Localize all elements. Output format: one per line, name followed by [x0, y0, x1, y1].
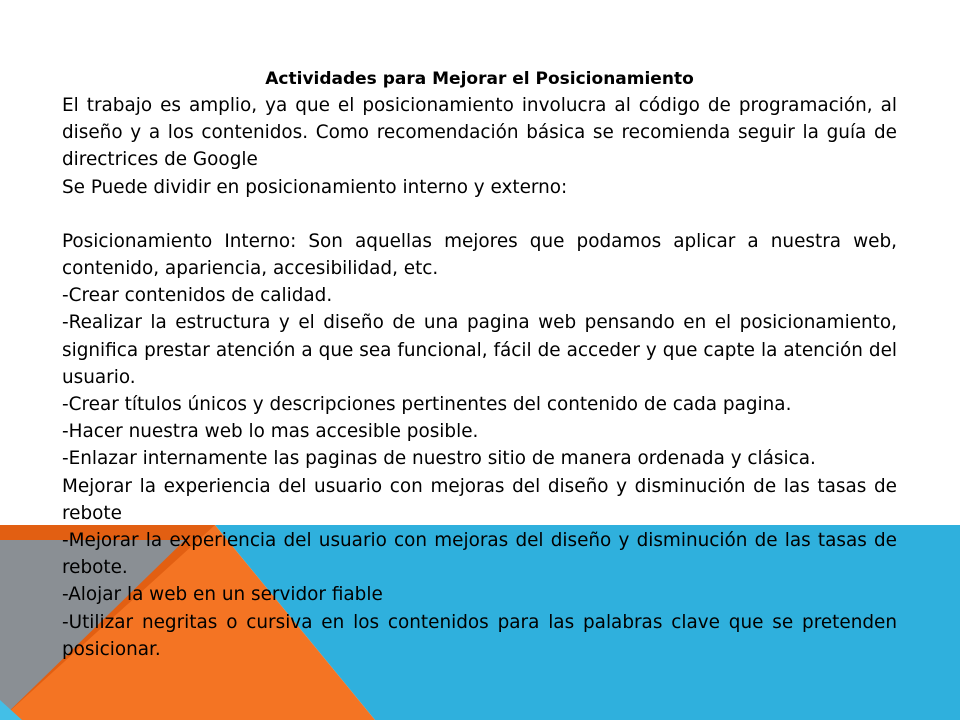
- keyword-formatting-item: -Utilizar negritas o cursiva en los contenidos para las palabras clave que se pretenden posicionar.: [62, 611, 897, 660]
- structure-design-item: -Realizar la estructura y el diseño de una pagina web pensando en el posicionamiento, significa prestar atención a que sea funcional, fácil de acceder y que capte la atención del usuario.: [62, 312, 897, 388]
- user-experience-item: Mejorar la experiencia del usuario con mejoras del diseño y disminución de las tasas de rebote: [62, 475, 897, 524]
- intro-paragraph: El trabajo es amplio, ya que el posicionamiento involucra al código de programación, al diseño y a los contenidos. Como recomendación básica se recomienda seguir la guía de directrices de Google: [62, 95, 897, 171]
- user-experience-repeat-item: -Mejorar la experiencia del usuario con mejoras del diseño y disminución de las tasas de rebote.: [62, 530, 897, 579]
- unique-titles-item: -Crear títulos únicos y descripciones pertinentes del contenido de cada pagina.: [62, 394, 792, 416]
- accessibility-item: -Hacer nuestra web lo mas accesible posible.: [62, 421, 479, 443]
- internal-positioning-label: Posicionamiento Interno:: [62, 230, 297, 252]
- slide-content: [62, 66, 897, 663]
- division-paragraph: Se Puede dividir en posicionamiento interno y externo:: [62, 176, 568, 198]
- reliable-server-item: -Alojar la web en un servidor fiable: [62, 584, 383, 606]
- paragraph-spacer: [62, 201, 897, 228]
- content-quality-item: -Crear contenidos de calidad.: [62, 285, 333, 307]
- internal-positioning-paragraph: [62, 228, 897, 282]
- internal-positioning-description: Son aquellas mejores que podamos aplicar a nuestra web, contenido, apariencia, accesibilidad, etc.: [62, 230, 897, 280]
- slide-title: Actividades para Mejorar el Posicionamiento: [265, 69, 694, 89]
- internal-links-item: -Enlazar internamente las paginas de nuestro sitio de manera ordenada y clásica.: [62, 448, 816, 470]
